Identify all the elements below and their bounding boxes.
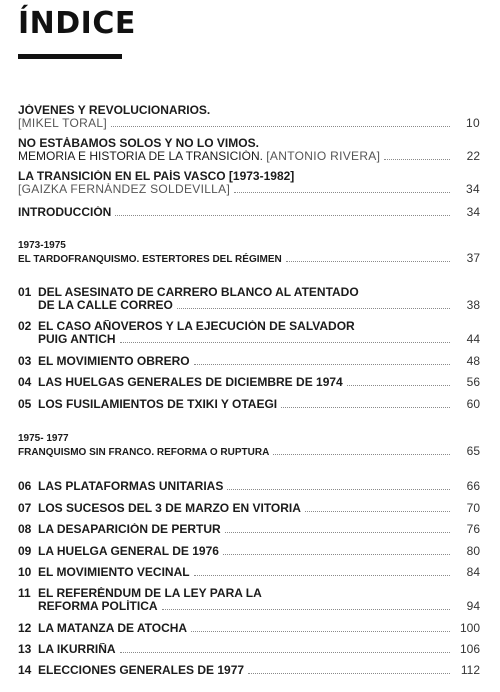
entry-title: LA HUELGA GENERAL DE 1976 [38,545,219,558]
page-number: 76 [466,523,480,536]
entry-title: LA TRANSICIÓN EN EL PAÍS VASCO [1973-1982] [18,170,295,183]
entry-title: EL MOVIMIENTO VECINAL [38,566,190,579]
section-years: 1973-1975 [18,240,66,251]
page-number: 34 [466,206,480,219]
chapter-number: 09 [18,545,32,558]
page-number: 66 [466,480,480,493]
section-header-1975-1977[interactable] [18,433,480,458]
dot-leader [286,259,450,262]
entry-subtitle: MEMORIA E HISTORIA DE LA TRANSICIÓN. [18,150,263,163]
toc-entry-10[interactable] [18,566,480,579]
page-title: ÍNDICE [18,6,136,41]
section-title: EL TARDOFRANQUISMO. ESTERTORES DEL RÉGIMEN [18,254,282,265]
chapter-number: 05 [18,398,32,411]
toc-entry-12[interactable] [18,622,480,635]
entry-title-cont: DE LA CALLE CORREO [38,299,173,312]
toc-entry-07[interactable] [18,502,480,515]
section-years: 1975- 1977 [18,433,69,444]
page-number: 38 [466,299,480,312]
page-number: 100 [459,622,480,635]
page-number: 44 [466,333,480,346]
entry-title: LA MATANZA DE ATOCHA [38,622,188,635]
entry-title: LA IKURRIÑA [38,643,116,656]
chapter-number: 13 [18,643,32,656]
entry-title: EL REFERÉNDUM DE LA LEY PARA LA [38,587,262,600]
dot-leader [177,306,450,309]
page-number: 10 [466,117,480,130]
entry-title-cont: PUIG ANTICH [38,333,116,346]
page-number: 48 [466,355,480,368]
entry-title: LAS HUELGAS GENERALES DE DICIEMBRE DE 1974 [38,376,343,389]
page-number: 37 [466,252,480,265]
toc-entry-08[interactable] [18,523,480,536]
page-number: 80 [466,545,480,558]
entry-title: LOS FUSILAMIENTOS DE TXIKI Y OTAEGI [38,398,278,411]
entry-title: LOS SUCESOS DEL 3 DE MARZO EN VITORIA [38,502,301,515]
chapter-number: 02 [18,320,32,333]
dot-leader [115,213,450,216]
page-number: 56 [466,376,480,389]
toc-entry-02[interactable] [18,320,480,346]
dot-leader [248,671,450,674]
page-number: 22 [466,150,480,163]
dot-leader [191,629,450,632]
chapter-number: 12 [18,622,32,635]
entry-author: [ANTONIO RIVERA] [266,150,381,163]
dot-leader [225,530,450,533]
dot-leader [194,573,450,576]
entry-title: EL MOVIMIENTO OBRERO [38,355,190,368]
dot-leader [223,552,450,555]
chapter-number: 11 [18,587,31,600]
entry-title-cont: REFORMA POLÍTICA [38,600,158,613]
page-number: 94 [466,600,480,613]
toc-entry-14[interactable] [18,664,480,677]
toc-entry-intro-2[interactable] [18,137,480,163]
dot-leader [347,383,450,386]
toc-entry-01[interactable] [18,286,480,312]
dot-leader [281,405,450,408]
entry-title: ELECCIONES GENERALES DE 1977 [38,664,245,677]
page-number: 84 [466,566,480,579]
page-number: 106 [459,643,480,656]
entry-title: JÓVENES Y REVOLUCIONARIOS. [18,104,211,117]
entry-title: EL CASO AÑOVEROS Y LA EJECUCIÓN DE SALVADOR [38,320,355,333]
toc-entry-09[interactable] [18,545,480,558]
entry-author: [MIKEL TORAL] [18,117,108,130]
chapter-number: 10 [18,566,32,579]
dot-leader [120,650,450,653]
chapter-number: 04 [18,376,32,389]
page-number: 60 [466,398,480,411]
dot-leader [227,487,450,490]
toc-entry-11[interactable] [18,587,480,613]
section-header-1973-1975[interactable] [18,240,480,265]
dot-leader [234,190,450,193]
dot-leader [273,452,450,455]
chapter-number: 01 [18,286,32,299]
page-number: 70 [466,502,480,515]
section-title: FRANQUISMO SIN FRANCO. REFORMA O RUPTURA [18,447,270,458]
entry-title: LA DESAPARICIÓN DE PERTUR [38,523,221,536]
toc-entry-intro-4[interactable] [18,206,480,219]
toc-entry-03[interactable] [18,355,480,368]
dot-leader [194,362,450,365]
dot-leader [111,124,450,127]
entry-title: INTRODUCCIÓN [18,206,112,219]
dot-leader [305,509,450,512]
page-number: 112 [460,664,480,677]
entry-title: LAS PLATAFORMAS UNITARIAS [38,480,224,493]
chapter-number: 06 [18,480,32,493]
chapter-number: 07 [18,502,32,515]
toc-entry-04[interactable] [18,376,480,389]
toc-entry-13[interactable] [18,643,480,656]
dot-leader [162,607,450,610]
toc-entry-intro-3[interactable] [18,170,480,196]
page-number: 65 [466,445,480,458]
toc-entry-intro-1[interactable] [18,104,480,130]
page-number: 34 [466,183,480,196]
entry-title: NO ESTÁBAMOS SOLOS Y NO LO VIMOS. [18,137,259,150]
title-underline [18,54,122,59]
chapter-number: 08 [18,523,32,536]
chapter-number: 03 [18,355,32,368]
chapter-number: 14 [18,664,32,677]
entry-author: [GAIZKA FERNÁNDEZ SOLDEVILLA] [18,183,231,196]
toc-entry-06[interactable] [18,480,480,493]
dot-leader [384,157,450,160]
entry-title: DEL ASESINATO DE CARRERO BLANCO AL ATENTADO [38,286,359,299]
toc-entry-05[interactable] [18,398,480,411]
dot-leader [120,340,450,343]
